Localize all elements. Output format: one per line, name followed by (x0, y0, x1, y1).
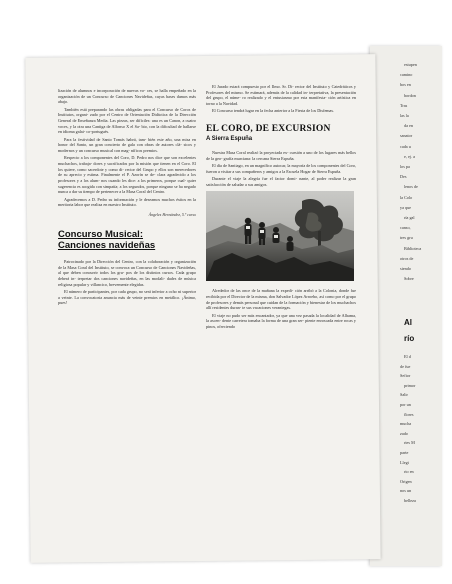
right-page-heading-1: Al (404, 318, 412, 327)
left-column (58, 88, 196, 308)
right-page-line: ries M (404, 440, 415, 446)
right-page-line: Llegi (400, 459, 409, 465)
right-page-line: belleza (404, 498, 416, 503)
right-page-line: canso, (400, 225, 411, 231)
right-page (370, 46, 442, 566)
paragraph: También está preparando las obras obligadas para el Concurso de Coros de Institutos, organi- zado por el Centro de Orientación Didáctica de la Dirección General de Enseñanza Media. Las piezas, ser difíciles: una es un Canon, a cuatro voces, y la otra una Cantiga de Alfonso X el Sa- bio, con la dificultad de hallarse en idioma galai- co-portugués. (58, 106, 196, 135)
paragraph: Para la festividad de Santo Tomás habrá, tam- bién este año, una misa en honor del Santo, un gran concierto de gala con obras de autores clá- sicos y modernos y un concurso musical con mag- níficos premios. (58, 136, 196, 154)
right-page-line: los pa (400, 164, 410, 169)
right-page-line: siendo (400, 266, 411, 271)
right-page-line: rio en (404, 469, 414, 475)
excursion-text (206, 150, 356, 187)
group-photo (206, 191, 354, 281)
right-page-line: bos en (400, 82, 411, 88)
paragraph: El día de Santiago, en un magnífico autocar, la mayoría de los componentes del Coro, fueron a visitar a sus compañeros y amigos a la Escuela Hogar de Sierra Espuña. (206, 162, 356, 174)
right-page-line: Biblioteca (404, 245, 422, 251)
paragraph: lización de alumnos e incorporación de nuevas vo- ces, se halla empeñado en la organización de un Concurso de Canciones Navideñas, cuyas bases damos más abajo. (58, 88, 196, 105)
paragraph: El Concurso tendrá lugar en la fecha anterior a la Fiesta de los Disfemas. (212, 108, 335, 114)
right-page-line: otros de (400, 255, 414, 261)
right-page-line: nos un (400, 488, 412, 494)
section-title (58, 229, 196, 251)
right-page-line: primor (404, 382, 416, 388)
photo-image (206, 191, 354, 281)
right-page-heading-2: río (404, 334, 415, 343)
right-page-line: zado (400, 430, 408, 436)
right-page-line: sanator (400, 133, 413, 139)
right-page-line: de fue (400, 363, 411, 369)
paragraph: Agradecemos a D. Pedro su información y le deseamos muchos éxitos en la meritoria labor que realiza en nuestro Instituto. (58, 196, 196, 208)
paragraph: Respecto a los componentes del Coro, D. Pedro nos dice que son excelentes muchachos, trabaja- dores y sacrificados por la misión que tienen en el Coro. El los quiere, como sacerdote y como di- rector del Grupo y ellos son merecedores de su aprecio y estima. Finalmente el P. Azorín se de- clara agradecido a los profesores y a los alum- nos cuando les dice: a los primeros, porque cual- quier sugerencia es acogida con simpatía; a los segundos, porque ninguno se ha negado nunca a dar su tiempo de pertenecer a la Masa Coral del Centro. (58, 155, 196, 195)
right-page-line: da en (404, 123, 413, 129)
paragraph: Patrocinado por la Dirección del Centro, con la colaboración y organización de la Masa Coral del Instituto, se convoca un Concurso de Canciones Navideñas, al que deben concurrir todos los gru- pos de los distintos cursos. Cada grupo deberá in- terpretar dos canciones navideñas, en las modali- dades de música religiosa popular y villancico, brevemente elegidas. (58, 259, 196, 287)
article-subheading: A Sierra Espuña (206, 136, 253, 143)
right-page-line: e, ej. a (404, 153, 415, 159)
section-title-line-2: Canciones navideñas (58, 240, 156, 252)
paragraph: El viaje no pudo ser más encantador, ya que una vez pasada la localidad de Alhama, la ascen- dente carretera tomaba la forma de una gran ser- piente enroscada entre rocas y pinos, ofreciendo (206, 312, 356, 329)
middle-column (206, 84, 356, 331)
right-page-line: Origen (400, 478, 412, 484)
right-page-line: por un (400, 402, 411, 407)
right-page-line: estupen (404, 62, 417, 67)
paragraph: El Jurado estará compuesto por el Ilmo. Sr. Di- rector del Instituto y Catedráticos y Profesores del mismo. Se estimará, además de la calidad in- terpretativa, la presentación del grupo, el núme- ro realizado y el entusiasmo por esta manifesta- ción artística en torno a la Navidad. (206, 84, 356, 107)
paragraph: Alrededor de las once de la mañana la expedi- ción arribó a la Colonia, donde fue recibida por el Director de la misma, don Salvador López Arroebo, así como por el grupo de profesores y demás personal que cuidan de la formación y bienestar de los muchachos allí residentes duran- te sus vacaciones veraniegas. (206, 288, 356, 311)
right-page-line: tres gru (400, 235, 413, 241)
jury-text (206, 84, 356, 114)
right-page-line: parte (400, 450, 409, 455)
section-title-line-1: Concurso Musical: (58, 229, 143, 241)
author-signature: Ángeles Hernández, 5.º curso (148, 212, 196, 218)
arrival-text (206, 288, 356, 329)
right-page-line: bordon (404, 92, 416, 98)
right-page-line: Sobre (404, 276, 414, 282)
intro-text (58, 88, 196, 208)
right-page-line: Des (400, 174, 407, 180)
right-page-line: El d (404, 354, 411, 359)
right-page-line: lenos de (404, 184, 418, 190)
paragraph: Nuestra Masa Coral realizó la proyectada ex- cursión a uno de los lugares más bellos de la geo- grafía murciana: la cercana Sierra Espuña. (206, 150, 356, 161)
right-page-line: mucha (400, 421, 412, 427)
paragraph: Durante el viaje la alegría fue el factor domi- nante, al poder realizar la gran satisfacción de saludar a sus amigos. (206, 175, 356, 187)
right-page-line: cada u (400, 143, 411, 149)
article-heading: EL CORO, DE EXCURSION (206, 124, 331, 135)
contest-text (58, 259, 196, 306)
right-page-line: camino (400, 72, 413, 78)
right-page-line: la Colo (400, 194, 413, 200)
right-page-line: las la (400, 113, 409, 118)
right-page-line: Sefior (400, 373, 411, 379)
right-page-line: flores (404, 411, 414, 417)
right-page-line: Tras (400, 102, 408, 108)
right-page-line: ya que (400, 204, 412, 210)
paragraph: El número de participantes, por cada grupo, no será inferior a ocho ni superior a veinte. La convocatoria anuncia más de veinte premios en metálico. ¡Ánimo, pues! (58, 289, 196, 306)
right-page-line: Salir (400, 392, 408, 398)
right-page-line: ría gal (404, 215, 415, 220)
